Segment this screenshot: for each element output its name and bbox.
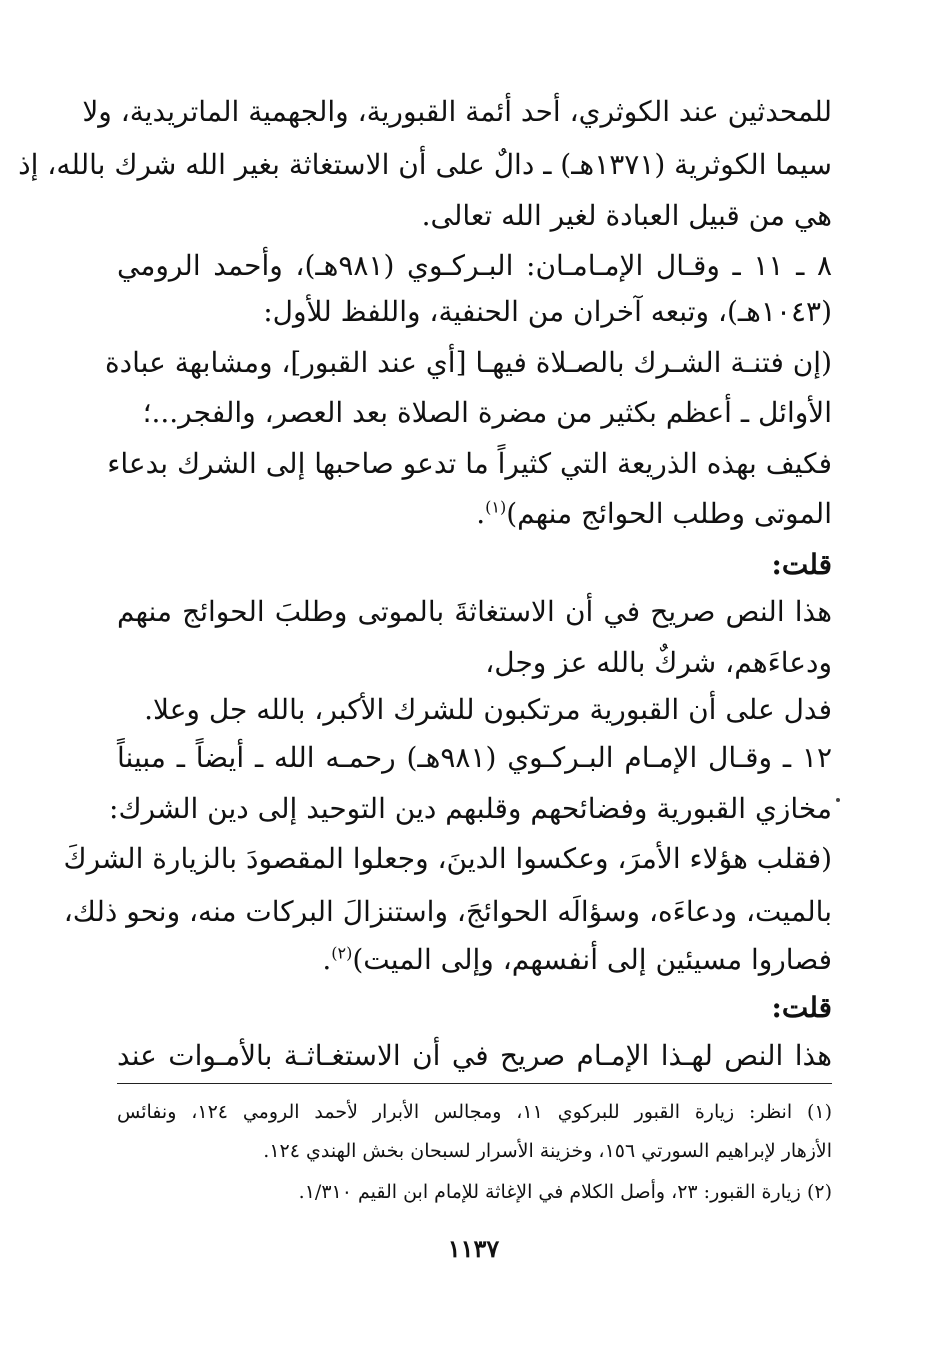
text-line-9-text: الموتى وطلب الحوائج منهم) — [506, 497, 832, 530]
text-line-11: هذا النص صريح في أن الاستغاثةَ بالموتى وطلبَ الحوائج منهم — [117, 595, 832, 628]
text-line-13: فدل على أن القبورية مرتكبون للشرك الأكبر، بالله جل وعلا. — [144, 693, 832, 726]
text-line-2: سيما الكوثرية (١٣٧١هـ) ـ دالٌ على أن الاستغاثة بغير الله شرك بالله، إذ — [18, 148, 832, 181]
footnote-2: (٢) زيارة القبور: ٢٣، وأصل الكلام في الإغاثة للإمام ابن القيم ١/٣١٠. — [298, 1181, 832, 1203]
line-end-period-2: . — [322, 943, 332, 976]
text-line-9 — [117, 494, 832, 534]
footnote-ref-1: (١) — [485, 497, 507, 517]
text-line-17: بالميت، ودعاءَه، وسؤالَه الحوائجَ، واستنزالَ البركات منه، ونحو ذلك، — [63, 895, 832, 928]
text-line-12: ودعاءَهم، شركٌ بالله عز وجل، — [485, 646, 832, 679]
line-end-period-1: . — [476, 497, 486, 530]
heading-qultu-2: قلت: — [771, 991, 832, 1024]
text-line-7: الأوائل ـ أعظم بكثير من مضرة الصلاة بعد العصر، والفجر...؛ — [142, 396, 832, 429]
text-line-5: (١٠٤٣هـ)، وتبعه آخران من الحنفية، واللفظ للأول: — [263, 295, 832, 328]
text-line-16: (فقلب هؤلاء الأمرَ، وعكسوا الدينَ، وجعلوا المقصودَ بالزيارة الشركَ — [63, 842, 832, 875]
stray-mark — [836, 798, 840, 802]
footnote-ref-2: (٢) — [331, 943, 353, 963]
footnote-separator — [117, 1083, 832, 1084]
footnote-1-line-2: الأزهار لإبراهيم السورتي ١٥٦، وخزينة الأسرار لسبحان بخش الهندي ١٢٤. — [263, 1140, 832, 1162]
text-line-18-text: فصاروا مسيئين إلى أنفسهم، وإلى الميت) — [352, 943, 832, 976]
text-line-6: (إن فتنـة الشـرك بالصـلاة فيهـا [أي عند القبور]، ومشابهة عبادة — [105, 346, 832, 379]
text-line-3: هي من قبيل العبادة لغير الله تعالى. — [421, 199, 832, 232]
page-number: ١١٣٧ — [447, 1234, 500, 1263]
text-line-14: ١٢ ـ وقـال الإمـام البـركـوي (٩٨١هـ) رحمـه الله ـ أيضاً ـ مبيناً — [117, 741, 832, 774]
heading-qultu-1: قلت: — [771, 548, 832, 581]
text-line-8: فكيف بهذه الذريعة التي كثيراً ما تدعو صاحبها إلى الشرك بدعاء — [107, 447, 832, 480]
text-line-18 — [117, 940, 832, 980]
text-line-20: هذا النص لهـذا الإمـام صريح في أن الاستغـاثـة بالأمـوات عند — [117, 1039, 832, 1072]
text-line-4: ٨ ـ ١١ ـ وقـال الإمـامـان: البـركـوي (٩٨١هـ)، وأحمد الرومي — [117, 249, 832, 282]
footnote-1-line-1: (١) انظر: زيارة القبور للبركوي ١١، ومجالس الأبرار لأحمد الرومي ١٢٤، ونفائس — [117, 1101, 833, 1123]
text-line-1: للمحدثين عند الكوثري، أحد أئمة القبورية، والجهمية الماتريدية، ولا — [82, 95, 832, 128]
text-line-15: مخازي القبورية وفضائحهم وقلبهم دين التوحيد إلى دين الشرك: — [109, 792, 832, 825]
